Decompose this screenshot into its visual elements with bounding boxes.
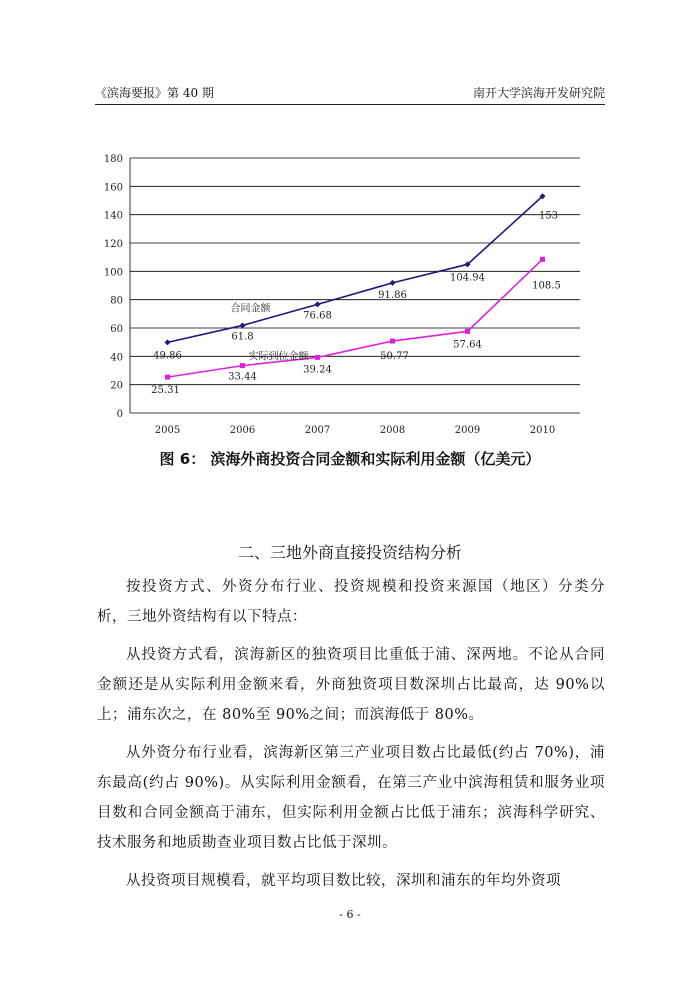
series-line (168, 259, 543, 377)
body-text (97, 572, 605, 904)
data-label: 33.44 (228, 371, 257, 383)
data-point (165, 339, 171, 345)
paragraph: 从外资分布行业看，滨海新区第三产业项目数占比最低(约占 70%)，浦东最高(约占 90%)。从实际利用金额看，在第三产业中滨海租赁和服务业项目数和合同金额高于浦东，但实际利用金额占比低于浦东；滨海科学研究、技术服务和地质勘查业项目数占比低于深圳。 (97, 745, 605, 851)
x-tick-label: 2007 (304, 425, 331, 436)
data-point (465, 329, 470, 334)
y-tick-label: 180 (103, 154, 123, 165)
page-number: - 6 - (339, 908, 361, 921)
y-tick-label: 20 (110, 380, 123, 392)
data-point (240, 322, 246, 328)
y-tick-label: 60 (110, 324, 123, 335)
data-label: 108.5 (532, 280, 561, 292)
x-tick-label: 2005 (154, 425, 181, 436)
x-tick-label: 2008 (379, 425, 406, 436)
data-label: 104.94 (450, 272, 485, 284)
data-label: 49.86 (153, 350, 182, 362)
data-point (390, 280, 396, 286)
data-label: 39.24 (303, 364, 332, 376)
y-tick-label: 80 (110, 295, 123, 307)
header-journal-issue: 《滨海要报》第 40 期 (95, 86, 214, 100)
data-label: 153 (538, 210, 559, 222)
series-name-label: 合同金额 (230, 303, 271, 315)
data-point (315, 301, 321, 307)
chart-grid (130, 158, 580, 413)
series-contract-amount (153, 193, 558, 361)
header-divider (95, 104, 605, 105)
y-tick-label: 0 (116, 409, 123, 420)
data-label: 50.77 (380, 351, 409, 363)
series-name-label: 实际到位金额 (248, 351, 309, 363)
data-point (390, 339, 395, 344)
series-line (168, 196, 543, 342)
data-label: 76.68 (303, 310, 332, 322)
data-label: 25.31 (151, 385, 180, 397)
chart-y-axis (104, 154, 130, 420)
paragraph: 从投资项目规模看，就平均项目数比较，深圳和浦东的年均外资项 (126, 873, 561, 889)
data-label: 61.8 (231, 331, 254, 343)
data-point (540, 257, 545, 262)
section-title: 二、三地外商直接投资结构分析 (237, 543, 462, 562)
data-point (315, 355, 320, 360)
x-tick-label: 2009 (454, 425, 481, 436)
data-point (240, 363, 245, 368)
y-tick-label: 120 (103, 239, 123, 250)
data-label: 91.86 (378, 289, 407, 301)
header-institute: 南开大学滨海开发研究院 (472, 86, 605, 100)
series-actual-amount (151, 257, 561, 396)
y-tick-label: 140 (103, 210, 123, 222)
data-point (165, 375, 170, 380)
y-tick-label: 40 (110, 352, 123, 364)
x-tick-label: 2006 (229, 425, 256, 436)
investment-line-chart (95, 140, 605, 440)
chart-x-axis (155, 425, 555, 436)
paragraph: 按投资方式、外资分布行业、投资规模和投资来源国（地区）分类分析，三地外资结构有以下特点： (97, 579, 605, 625)
paragraph: 从投资方式看，滨海新区的独资项目比重低于浦、深两地。不论从合同金额还是从实际利用金额来看，外商独资项目数深圳占比最高，达 90%以上；浦东次之，在 80%至 90%之间；而滨海低于 80%。 (97, 647, 605, 723)
y-tick-label: 160 (103, 182, 123, 194)
data-label: 57.64 (453, 339, 482, 351)
chart-series (151, 193, 561, 396)
y-tick-label: 100 (103, 267, 123, 279)
figure-caption: 图 6： 滨海外商投资合同金额和实际利用金额（亿美元） (159, 450, 541, 468)
x-tick-label: 2010 (529, 425, 556, 436)
